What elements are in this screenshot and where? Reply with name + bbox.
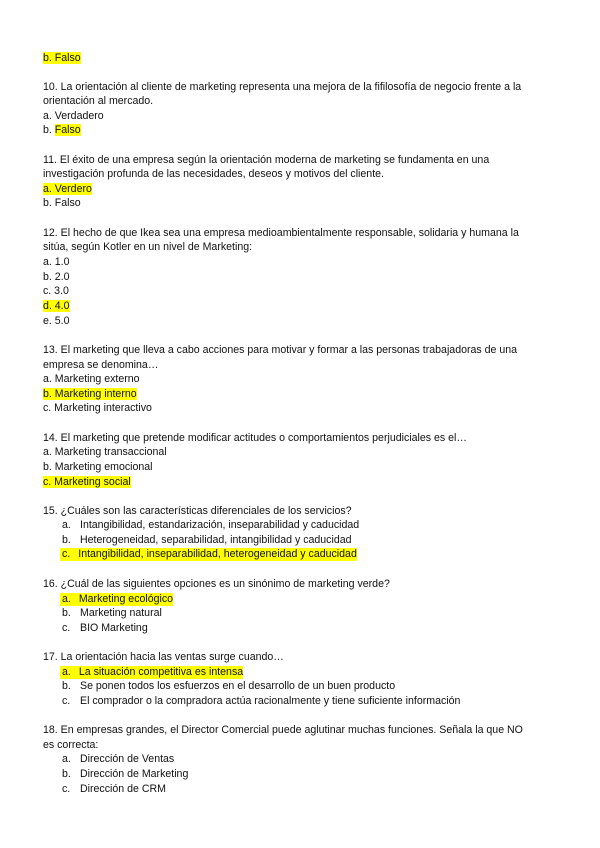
question-13-text-line2: empresa se denomina… [43,359,159,371]
highlighted-answer: Falso [54,124,81,136]
question-15-text-line1: 15. ¿Cuáles son las características diferenciales de los servicios? [43,505,352,517]
question-18-option-a: Dirección de Ventas [80,753,175,765]
question-18-option-c: Dirección de CRM [80,783,166,795]
question-16-text-line1: 16. ¿Cuál de las siguientes opciones es un sinónimo de marketing verde? [43,578,390,590]
question-10-text-line2: orientación al mercado. [43,95,154,107]
question-12-option-a: a. 1.0 [43,256,70,268]
question-11-option-b: b. Falso [43,197,81,209]
question-14-option-a: a. Marketing transaccional [43,446,167,458]
question-17-option-c: El comprador o la compradora actúa racionalmente y tiene suficiente información [80,695,461,707]
question-16-option-c-letter: c. [62,622,71,634]
question-13-option-c: c. Marketing interactivo [43,402,152,414]
question-13-text-line1: 13. El marketing que lleva a cabo acciones para motivar y formar a las personas trabajadoras de una [43,344,518,356]
highlighted-answer [60,593,173,606]
question-12-text-line1: 12. El hecho de que Ikea sea una empresa medioambientalmente responsable, solidaria y humana la [43,227,519,239]
highlighted-answer [60,548,357,561]
question-11-text-line1: 11. El éxito de una empresa según la orientación moderna de marketing se fundamenta en una [43,154,490,166]
question-18-option-b-letter: b. [62,768,71,780]
option-prefix: b. [43,124,55,136]
option-text: Intangibilidad, inseparabilidad, heterogeneidad y caducidad [78,548,357,560]
question-15-option-b: Heterogeneidad, separabilidad, intangibilidad y caducidad [80,534,352,546]
question-12-text-line2: sitúa, según Kotler en un nivel de Marketing: [43,241,253,253]
question-12-option-e: e. 5.0 [43,315,70,327]
option-letter: a. [62,666,71,678]
question-18-option-a-letter: a. [62,753,71,765]
question-16-option-b-letter: b. [62,607,71,619]
previous-answer [43,52,81,65]
question-17-text-line1: 17. La orientación hacia las ventas surge cuando… [43,651,284,663]
highlighted-answer: d. 4.0 [43,300,70,312]
question-15-option-a: Intangibilidad, estandarización, inseparabilidad y caducidad [80,519,360,531]
question-11-text-line2: investigación profunda de las necesidades, deseos y motivos del cliente. [43,168,384,180]
question-18-option-b: Dirección de Marketing [80,768,189,780]
highlighted-answer: b. Marketing interno [43,388,137,400]
question-18-option-c-letter: c. [62,783,71,795]
option-letter: c. [62,548,71,560]
option-text: La situación competitiva es intensa [78,666,244,678]
highlighted-answer: c. Marketing social [43,476,131,488]
question-12-option-d [43,300,70,313]
question-14-text-line1: 14. El marketing que pretende modificar actitudes o comportamientos perjudiciales es el… [43,432,467,444]
option-text: Marketing ecológico [78,593,174,605]
question-14-option-c [43,476,131,489]
question-15-option-a-letter: a. [62,519,71,531]
highlighted-answer: b. Falso [43,52,81,64]
question-13-option-b [43,388,137,401]
question-18-text-line2: es correcta: [43,739,99,751]
question-17-option-a [60,666,243,679]
question-15-option-b-letter: b. [62,534,71,546]
highlighted-answer [60,666,243,679]
question-10-option-b [43,124,81,137]
question-14-option-b: b. Marketing emocional [43,461,153,473]
question-16-option-c: BIO Marketing [80,622,148,634]
option-letter: a. [62,593,71,605]
question-10-text-line1: 10. La orientación al cliente de marketing representa una mejora de la fifilosofía de negocio frente a la [43,81,522,93]
question-16-option-b: Marketing natural [80,607,162,619]
question-17-option-c-letter: c. [62,695,71,707]
question-13-option-a: a. Marketing externo [43,373,140,385]
question-11-option-a [43,183,92,196]
highlighted-answer: a. Verdero [43,183,92,195]
question-18-text-line1: 18. En empresas grandes, el Director Comercial puede aglutinar muchas funciones. Señala la que NO [43,724,523,736]
question-16-option-a [60,593,173,606]
question-17-option-b: Se ponen todos los esfuerzos en el desarrollo de un buen producto [80,680,396,692]
question-17-option-b-letter: b. [62,680,71,692]
question-10-option-a: a. Verdadero [43,110,104,122]
question-15-option-c [60,548,357,561]
question-12-option-b: b. 2.0 [43,271,70,283]
question-12-option-c: c. 3.0 [43,285,69,297]
